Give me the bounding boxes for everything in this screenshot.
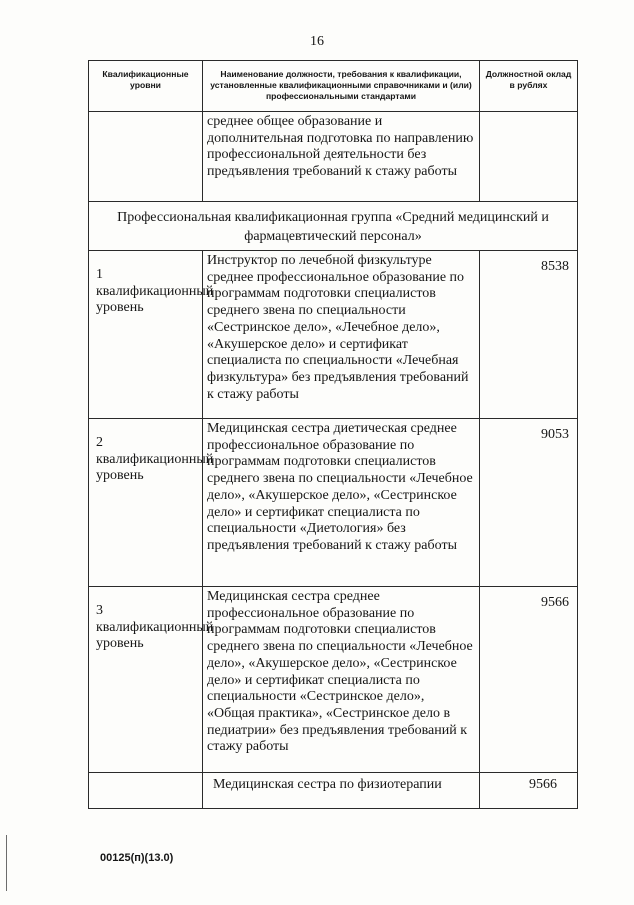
qualification-table [88, 60, 578, 809]
continuation-row [89, 112, 578, 202]
table-header-row [89, 61, 578, 112]
margin-mark [6, 835, 7, 891]
salary-cell: 9566 [480, 587, 578, 773]
salary-cell: 8538 [480, 251, 578, 419]
header-levels: Квалификационные уровни [89, 61, 203, 112]
group-title-row [89, 202, 578, 251]
salary-cell: 9566 [480, 773, 578, 809]
requirements-cell: среднее общее образование и дополнительная подготовка по направлению профессиональной деятельности без предъявления требований к стажу работы [203, 112, 480, 202]
table-row [89, 419, 578, 587]
requirements-cell: Медицинская сестра по физиотерапии [203, 773, 480, 809]
header-salary: Должностной оклад в рублях [480, 61, 578, 112]
requirements-cell: Инструктор по лечебной физкультуре среднее профессиональное образование по программам подготовки специалистов среднего звена по специальности «Сестринское дело», «Лечебное дело», «Акушерское дело» и сертификат специалиста по специальности «Лечебная физкультура» без предъявления требований к стажу работы [203, 251, 480, 419]
table-row [89, 773, 578, 809]
level-cell: 1 квалификационный уровень [89, 251, 203, 419]
document-code: 00125(п)(13.0) [100, 852, 174, 864]
level-cell: 2 квалификационный уровень [89, 419, 203, 587]
requirements-cell: Медицинская сестра диетическая среднее профессиональное образование по программам подготовки специалистов среднего звена по специальности «Лечебное дело», «Акушерское дело», «Сестринское дело» и сертификат специалиста по специальности «Диетология» без предъявления требований к стажу работы [203, 419, 480, 587]
salary-cell [480, 112, 578, 202]
requirements-cell: Медицинская сестра среднее профессиональное образование по программам подготовки специалистов среднего звена по специальности «Лечебное дело», «Акушерское дело», «Сестринское дело» и сертификат специалиста по специальности «Сестринское дело», «Общая практика», «Сестринское дело в педиатрии» без предъявления требований к стажу работы [203, 587, 480, 773]
level-cell [89, 112, 203, 202]
table-row [89, 587, 578, 773]
header-position: Наименование должности, требования к квалификации, установленные квалификационными справочниками и (или) профессиональными стандартами [203, 61, 480, 112]
salary-cell: 9053 [480, 419, 578, 587]
group-title: Профессиональная квалификационная группа «Средний медицинский и фармацевтический персонал» [89, 202, 578, 251]
level-cell: 3 квалификационный уровень [89, 587, 203, 773]
page-number: 16 [310, 34, 324, 49]
table-row [89, 251, 578, 419]
level-cell [89, 773, 203, 809]
